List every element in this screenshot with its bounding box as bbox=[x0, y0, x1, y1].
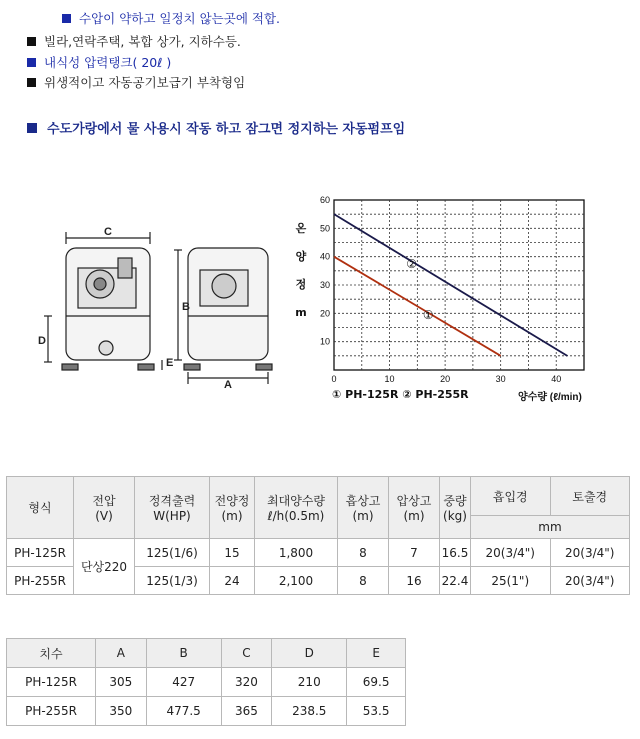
spec-table bbox=[6, 476, 630, 595]
bullet-text: 내식성 압력탱크( 20ℓ ) bbox=[44, 55, 172, 70]
spec-header-cell: 전양정 (m) bbox=[210, 477, 255, 539]
feature-bullet-3 bbox=[27, 53, 171, 71]
dim-label-d: D bbox=[38, 335, 46, 347]
table-cell: 16.5 bbox=[440, 539, 471, 567]
section-heading bbox=[27, 118, 405, 137]
table-cell: 477.5 bbox=[146, 697, 221, 726]
table-cell: 7 bbox=[389, 539, 440, 567]
table-cell: 2,100 bbox=[255, 567, 338, 595]
table-cell: 210 bbox=[272, 668, 347, 697]
dims-header-cell: D bbox=[272, 639, 347, 668]
bullet-text: 위생적이고 자동공기보급기 부착형임 bbox=[44, 75, 246, 90]
chart-ticks bbox=[320, 195, 561, 384]
legend-text: ① PH-125R ② PH-255R bbox=[332, 388, 469, 401]
y-axis-label-char: 정 bbox=[295, 278, 307, 291]
table-cell: 8 bbox=[338, 567, 389, 595]
bullet-text: 수압이 약하고 일정치 않는곳에 적합. bbox=[79, 11, 280, 26]
spec-header-cell: 흡상고 (m) bbox=[338, 477, 389, 539]
table-cell: 320 bbox=[221, 668, 272, 697]
table-row bbox=[7, 697, 406, 726]
dims-header-cell: A bbox=[96, 639, 147, 668]
table-cell: 24 bbox=[210, 567, 255, 595]
dims-header-cell: 치수 bbox=[7, 639, 96, 668]
table-cell: 1,800 bbox=[255, 539, 338, 567]
bullet-square-icon bbox=[27, 58, 36, 67]
spec-header-cell: 중량 (kg) bbox=[440, 477, 471, 539]
table-cell: 22.4 bbox=[440, 567, 471, 595]
x-tick-label: 10 bbox=[384, 374, 395, 384]
table-cell: 16 bbox=[389, 567, 440, 595]
dimensions-table bbox=[6, 638, 406, 726]
dims-header-cell: E bbox=[347, 639, 406, 668]
bullet-square-icon bbox=[27, 78, 36, 87]
dim-label-b: B bbox=[182, 301, 190, 313]
pump-dimension-diagram bbox=[38, 220, 278, 390]
series-line bbox=[334, 214, 567, 356]
y-axis-label-char: m bbox=[295, 306, 307, 319]
spec-header-cell: 압상고 (m) bbox=[389, 477, 440, 539]
spec-header-cell: 전압 (V) bbox=[74, 477, 135, 539]
x-axis-label: 양수량 (ℓ/min) bbox=[518, 392, 582, 403]
table-cell: 20(3/4") bbox=[550, 539, 630, 567]
table-cell: 8 bbox=[338, 539, 389, 567]
y-axis-label-char: 양 bbox=[295, 250, 307, 263]
table-cell: 69.5 bbox=[347, 668, 406, 697]
spec-header-cell: 최대양수량 ℓ/h(0.5m) bbox=[255, 477, 338, 539]
heading-text: 수도가랑에서 물 사용시 작동 하고 잠그면 정지하는 자동펌프임 bbox=[47, 122, 406, 137]
x-tick-label: 30 bbox=[495, 374, 506, 384]
feature-bullet-2 bbox=[27, 32, 241, 50]
table-cell: 25(1") bbox=[471, 567, 551, 595]
model-cell: PH-255R bbox=[7, 697, 96, 726]
x-tick-label: 40 bbox=[551, 374, 562, 384]
performance-curve-chart bbox=[290, 186, 620, 406]
table-cell: 20(3/4") bbox=[471, 539, 551, 567]
table-cell: 125(1/6) bbox=[135, 539, 210, 567]
spec-header-cell: 흡입경 bbox=[471, 477, 551, 516]
spec-header-cell: 정격출력 W(HP) bbox=[135, 477, 210, 539]
voltage-cell: 단상220 bbox=[74, 539, 135, 595]
bullet-text: 빌라,연락주택, 복합 상가, 지하수등. bbox=[44, 34, 241, 49]
spec-header-cell: 형식 bbox=[7, 477, 74, 539]
y-tick-label: 60 bbox=[319, 195, 330, 205]
table-cell: 365 bbox=[221, 697, 272, 726]
table-row bbox=[7, 668, 406, 697]
bullet-square-icon bbox=[27, 37, 36, 46]
table-cell: 350 bbox=[96, 697, 147, 726]
dims-header-cell: B bbox=[146, 639, 221, 668]
dim-label-e: E bbox=[166, 357, 174, 369]
x-tick-label: 0 bbox=[331, 374, 337, 384]
table-cell: 20(3/4") bbox=[550, 567, 630, 595]
table-cell: 305 bbox=[96, 668, 147, 697]
dim-label-a: A bbox=[224, 379, 232, 390]
y-tick-label: 40 bbox=[319, 251, 330, 262]
model-cell: PH-125R bbox=[7, 668, 96, 697]
table-cell: 125(1/3) bbox=[135, 567, 210, 595]
y-axis-label-char: 온 bbox=[295, 222, 307, 235]
table-row bbox=[7, 539, 630, 567]
series-marker-label: ② bbox=[406, 257, 417, 271]
dim-label-c: C bbox=[104, 226, 112, 238]
bullet-square-icon bbox=[27, 123, 37, 133]
table-cell: 238.5 bbox=[272, 697, 347, 726]
table-cell: 15 bbox=[210, 539, 255, 567]
y-tick-label: 30 bbox=[319, 280, 330, 290]
chart-series bbox=[334, 214, 567, 356]
x-tick-label: 20 bbox=[440, 374, 451, 384]
bullet-square-icon bbox=[62, 14, 71, 23]
chart-grid bbox=[334, 200, 584, 370]
model-cell: PH-125R bbox=[7, 539, 74, 567]
feature-bullet-1 bbox=[62, 9, 280, 27]
table-cell: 427 bbox=[146, 668, 221, 697]
y-tick-label: 20 bbox=[319, 308, 330, 319]
y-tick-label: 50 bbox=[319, 223, 330, 234]
dims-header-cell: C bbox=[221, 639, 272, 668]
feature-bullet-4 bbox=[27, 73, 245, 91]
spec-header-cell: 토출경 bbox=[550, 477, 630, 516]
spec-unit-cell: mm bbox=[471, 516, 630, 539]
series-marker-label: ① bbox=[422, 308, 434, 322]
y-tick-label: 10 bbox=[319, 336, 330, 347]
model-cell: PH-255R bbox=[7, 567, 74, 595]
table-cell: 53.5 bbox=[347, 697, 406, 726]
